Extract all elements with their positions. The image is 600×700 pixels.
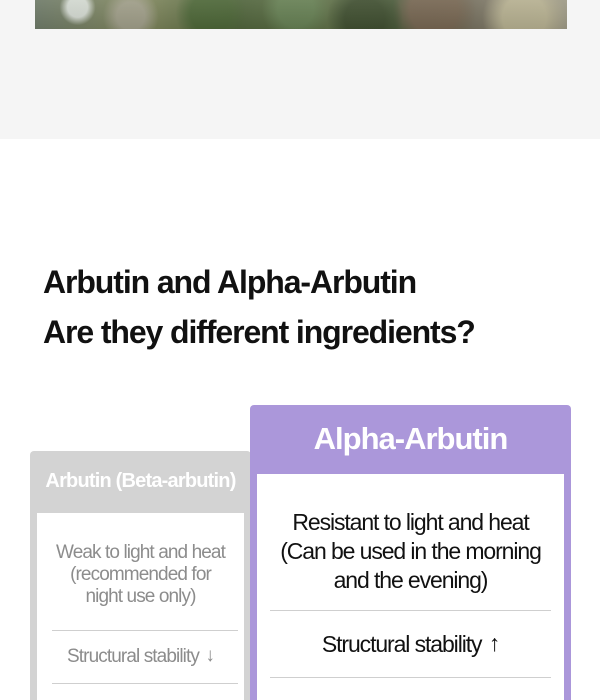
alpha-arbutin-divider-1 [270, 610, 551, 611]
alpha-arbutin-stability-label: Structural stability [321, 631, 482, 657]
alpha-arbutin-divider-2 [270, 677, 551, 678]
down-arrow-icon: ↓ [205, 645, 214, 666]
alpha-arbutin-card [250, 405, 571, 700]
alpha-arbutin-light-heat-line-2: (Can be used in the morning [280, 538, 541, 564]
arbutin-light-heat-line-1: Weak to light and heat [56, 542, 225, 563]
arbutin-card [30, 451, 251, 700]
arbutin-light-heat-line-2: (recommended for [70, 564, 211, 585]
arbutin-stability-feature [37, 646, 244, 668]
arbutin-card-body [37, 513, 244, 700]
heading-line-1: Arbutin and Alpha-Arbutin [43, 264, 417, 300]
alpha-arbutin-stability-feature [257, 630, 564, 659]
alpha-arbutin-card-body [257, 474, 564, 700]
alpha-arbutin-light-heat-line-3: and the evening) [333, 567, 488, 593]
arbutin-stability-label: Structural stability [67, 646, 199, 667]
arbutin-divider-1 [52, 630, 238, 631]
up-arrow-icon: ↑ [488, 630, 500, 656]
arbutin-light-heat-line-3: night use only) [85, 586, 196, 607]
arbutin-card-title: Arbutin (Beta-arbutin) [45, 470, 236, 492]
alpha-arbutin-card-title: Alpha-Arbutin [313, 421, 508, 456]
alpha-arbutin-light-heat-feature [266, 508, 555, 595]
arbutin-divider-2 [52, 683, 238, 684]
arbutin-light-heat-feature [52, 542, 229, 608]
alpha-arbutin-light-heat-line-1: Resistant to light and heat [292, 509, 529, 535]
heading-line-2: Are they different ingredients? [43, 313, 475, 350]
